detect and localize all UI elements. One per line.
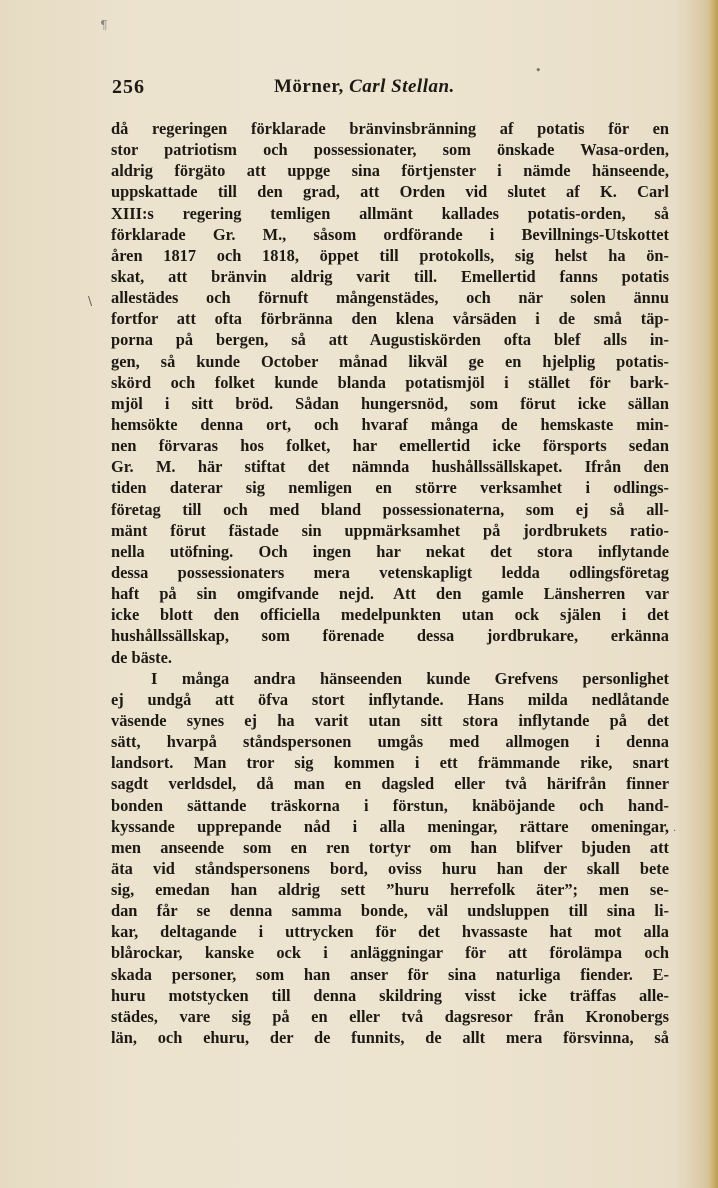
stray-mark: ¶ <box>100 18 108 32</box>
text-line: blårockar, kanske ock i anläggningar för att förolämpa och <box>111 943 669 963</box>
text-line: Gr. M. här stiftat det nämnda hushållssällskapet. Ifrån den <box>111 457 669 477</box>
text-line: hemsökte denna ort, och hvaraf många de hemskaste min- <box>111 414 669 434</box>
text-line: aldrig förgäto att uppge sina förtjenster i nämde hänseende, <box>111 161 669 181</box>
text-line: sätt, hvarpå ståndspersonen umgås med allmogen i denna <box>111 732 669 752</box>
text-line: skada personer, som han anser för sina naturliga fiender. E- <box>111 964 669 984</box>
text-line: bonden sättande träskorna i förstun, knäböjande och hand- <box>111 795 669 815</box>
text-line: I många andra hänseenden kunde Grefvens personlighet <box>151 668 669 688</box>
text-line: län, och ehuru, der de funnits, de allt mera försvinna, så <box>111 1028 669 1048</box>
stray-mark: · <box>673 826 677 837</box>
text-line: mänt förut fästade sin uppmärksamhet på jordbrukets ratio- <box>111 520 669 540</box>
text-line: sagdt verldsdel, då man en dagsled eller två härifrån finner <box>111 774 669 794</box>
body-text <box>111 118 669 1048</box>
text-line: sig, emedan han aldrig sett ”huru herrefolk äter”; men se- <box>111 880 669 900</box>
page-edge <box>708 0 718 1188</box>
text-line: landsort. Man tror sig kommen i ett främmande rike, snart <box>111 753 669 773</box>
text-line: tiden daterar sig nemligen en större verksamhet i odlings- <box>111 478 669 498</box>
text-line: fortfor att ofta förbränna den klena vårsäden i de små täp- <box>111 309 669 329</box>
text-line: stor patriotism och possessionater, som önskade Wasa-orden, <box>111 140 669 160</box>
text-line: ej undgå att öfva stort inflytande. Hans milda nedlåtande <box>111 689 669 709</box>
running-header <box>112 76 652 106</box>
text-line: allestädes och förnuft mångenstädes, och när solen ännu <box>111 288 669 308</box>
text-line: väsende synes ej ha varit utan sitt stora inflytande på det <box>111 710 669 730</box>
text-line: skörd och folket kunde blanda potatismjöl i stället för bark- <box>111 372 669 392</box>
text-line: hushållssällskap, som förenade dessa jordbrukare, erkänna <box>111 626 669 646</box>
text-line: städes, vare sig på en eller två dagsresor från Kronobergs <box>111 1006 669 1026</box>
running-title <box>274 76 455 98</box>
author-name: Carl Stellan. <box>349 76 455 97</box>
text-line: porna på bergen, så att Augustiskörden ofta blef alls in- <box>111 330 669 350</box>
text-line: icke blott den officiella medelpunkten utan ock själen i det <box>111 605 669 625</box>
text-line: nen förvaras hos folket, har emellertid icke försports sedan <box>111 436 669 456</box>
text-line: dan får se denna samma bonde, väl undsluppen till sina li- <box>111 901 669 921</box>
text-line: gen, så kunde October månad likväl ge en hjelplig potatis- <box>111 351 669 371</box>
text-line: åren 1817 och 1818, öppet till protokolls, sig helst ha ön- <box>111 245 669 265</box>
text-line: huru motstycken till denna skildring visst icke träffas alle- <box>111 985 669 1005</box>
text-line: skat, att bränvin aldrig varit till. Emellertid fanns potatis <box>111 266 669 286</box>
margin-mark: \ <box>88 294 93 308</box>
text-line: XIII:s regering temligen allmänt kallades potatis-orden, så <box>111 203 669 223</box>
author-surname: Mörner, <box>274 76 344 97</box>
text-line: mjöl i sitt bröd. Sådan hungersnöd, som förut icke sällan <box>111 393 669 413</box>
text-line: men anseende som en ren tortyr om han blifver bjuden att <box>111 837 669 857</box>
text-line: de bäste. <box>111 647 173 667</box>
text-line: nella utöfning. Och ingen har nekat det stora inflytande <box>111 541 669 561</box>
text-line: kyssande upprepande nåd i alla meningar, rättare omeningar, <box>111 816 669 836</box>
text-line: då regeringen förklarade bränvinsbränning af potatis för en <box>111 119 669 138</box>
text-line: förklarade Gr. M., såsom ordförande i Bevillnings-Utskottet <box>111 224 669 244</box>
text-line: haft på sin omgifvande nejd. Att den gamle Länsherren var <box>111 584 669 604</box>
text-line: uppskattade till den grad, att Orden vid slutet af K. Carl <box>111 182 669 202</box>
stray-mark: • <box>535 64 542 77</box>
text-line: äta vid ståndspersonens bord, oviss huru han der skall bete <box>111 858 669 878</box>
page-number: 256 <box>112 76 145 98</box>
text-line: kar, deltagande i uttrycken för det hvassaste hat mot alla <box>111 922 669 942</box>
text-line: dessa possessionaters mera vetenskapligt ledda odlingsföretag <box>111 562 669 582</box>
text-line: företag till och med bland possessionaterna, som ej så all- <box>111 499 669 519</box>
